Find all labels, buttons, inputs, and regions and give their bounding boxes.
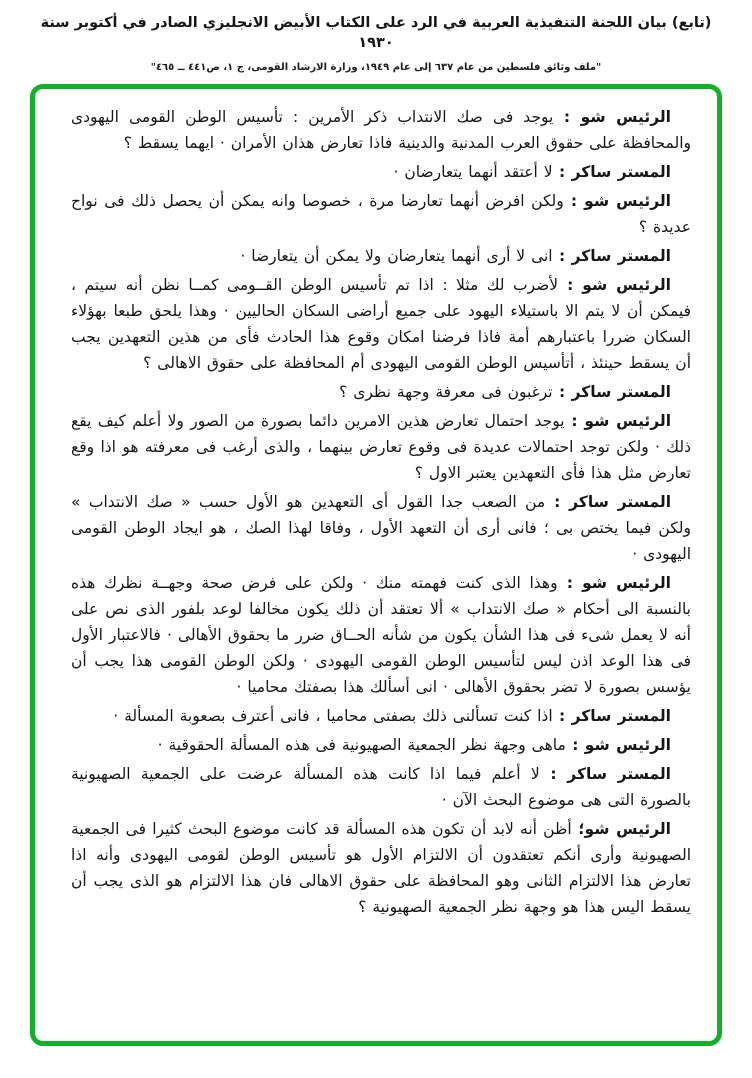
dialogue-paragraph (71, 816, 691, 920)
speaker-name: المستر ساكر : (552, 247, 671, 265)
dialogue-paragraph (71, 159, 691, 185)
speech-text: من الصعب جدا القول أى التعهدين هو الأول حسب « صك الانتداب » ولكن فيما يختص بى ؛ فانى أرى أن التعهد الأول ، وفاقا لهذا الصك ، هو ايجاد الوطن القومى اليهودى · (71, 493, 691, 563)
speaker-name: الرئيس شو : (558, 276, 671, 294)
dialogue-paragraph (71, 761, 691, 813)
dialogue-paragraph (71, 272, 691, 376)
speech-text: ماهى وجهة نظر الجمعية الصهيونية فى هذه المسألة الحقوقية · (157, 736, 566, 754)
speaker-name: الرئيس شو : (563, 192, 671, 210)
speech-text: ترغبون فى معرفة وجهة نظرى ؟ (339, 383, 553, 401)
speech-text: ولكن افرض أنهما تعارضا مرة ، خصوصا وانه يمكن أن يحصل ذلك فى نواح عديدة ؟ (71, 192, 691, 236)
speaker-name: الرئيس شو : (564, 412, 672, 430)
speaker-name: المستر ساكر : (539, 765, 671, 783)
page-header (0, 0, 752, 73)
speech-text: لا أعتقد أنهما يتعارضان · (393, 163, 553, 181)
speaker-name: الرئيس شو : (557, 574, 671, 592)
green-border-frame (30, 84, 722, 1046)
dialogue-paragraph (71, 408, 691, 486)
dialogue-paragraph (71, 188, 691, 240)
dialogue-paragraph (71, 379, 691, 405)
dialogue-paragraph (71, 104, 691, 156)
dialogue-paragraph (71, 489, 691, 567)
speaker-name: الرئيس شو : (565, 736, 671, 754)
speaker-name: المستر ساكر : (552, 707, 671, 725)
speaker-name: المستر ساكر : (552, 163, 671, 181)
document-title: (تابع) بيان اللجنة التنفيذية العربية في الرد على الكتاب الأبيض الانجليزي الصادر في أكتوبر سنة ١٩٣٠ (40, 15, 712, 51)
dialogue-paragraph (71, 703, 691, 729)
dialogue-paragraph (71, 243, 691, 269)
speech-text: يوجد فى صك الانتداب ذكر الأمرين : تأسيس الوطن القومى اليهودى والمحافظة على حقوق العرب المدنية والدينية فاذا تعارض هذان الأمران · ايهما يسقط ؟ (71, 108, 691, 152)
speaker-name: المستر ساكر : (552, 383, 671, 401)
speech-text: لأضرب لك مثلا : اذا تم تأسيس الوطن القــومى كمــا نظن أنه سيتم ، فيمكن أن لا يتم الا باستيلاء اليهود على جميع أراضى السكان الحاليين · وهذا يلحق طبعا بهؤلاء السكان ضررا باعتبارهم أمة فاذا فرضنا امكان وقوع هذا الحادث فأى من هذين التعهدين يجب أن يسقط حينئذ ، أتأسيس الوطن القومى اليهودى أم المحافظة على حقوق الاهالى ؟ (71, 276, 691, 372)
speech-text: وهذا الذى كنت فهمته منك · ولكن على فرض صحة وجهــة نظرك هذه بالنسبة الى أحكام « صك الانتداب » ألا تعتقد أن ذلك يكون مخالفا لوعد بلفور الذى نص على أنه لا يعمل شىء فى هذا الشأن يكون من شأنه الحــاق ضرر ما بحقوق الأهالى · فالاعتبار الأول فى هذا الوعد اذن ليس لتأسيس الوطن القومى اليهودى · ولكن الوطن القومى هذا يجب أن يؤسس بصورة لا تضر بحقوق الأهالى · انى أسألك هذا بصفتك محاميا · (71, 574, 691, 696)
source-citation-line: "ملف وثائق فلسطين من عام ٦٣٧ إلى عام ١٩٤٩، وزارة الارشاد القومى، ج ١، ص٤٤١ ــ ٤٦٥" (150, 62, 602, 73)
speaker-name: الرئيس شو : (553, 108, 671, 126)
dialogue-paragraph (71, 570, 691, 700)
speech-text: لا أعلم فيما اذا كانت هذه المسألة عرضت على الجمعية الصهيونية بالصورة التى هى موضوع البحث الآن · (71, 765, 691, 809)
speech-text: انى لا أرى أنهما يتعارضان ولا يمكن أن يتعارضا · (240, 247, 553, 265)
dialogue-paragraph (71, 732, 691, 758)
speaker-name: المستر ساكر : (545, 493, 672, 511)
speech-text: أظن أنه لابد أن تكون هذه المسألة قد كانت موضوع البحث كثيرا فى الجمعية الصهيونية وأرى أنكم تعتقدون أن الالتزام الأول هو تأسيس الوطن لقومى اليهودى وأنه اذا تعارض هذا الالتزام الثانى وهو المحافظة على حقوق الاهالى فان هذا الالتزام هو الذى يجب أن يسقط اليس هذا هو وجهة نظر الجمعية الصهيونية ؟ (71, 820, 691, 916)
speaker-name: الرئيس شو؛ (571, 820, 671, 838)
speech-text: اذا كنت تسألنى ذلك بصفتى محاميا ، فانى أعترف بصعوبة المسألة · (113, 707, 553, 725)
dialogue-list (71, 104, 691, 920)
speech-text: يوجد احتمال تعارض هذين الامرين دائما بصورة من الصور ولا أعلم كيف يقع ذلك · ولكن توجد احتمالات عديدة فى وقوع تعارض بينهما ، والذى أرغب فى معرفته هو اذا وقع تعارض مثل هذا فأى التعهدين يعتبر الاول ؟ (71, 412, 691, 482)
